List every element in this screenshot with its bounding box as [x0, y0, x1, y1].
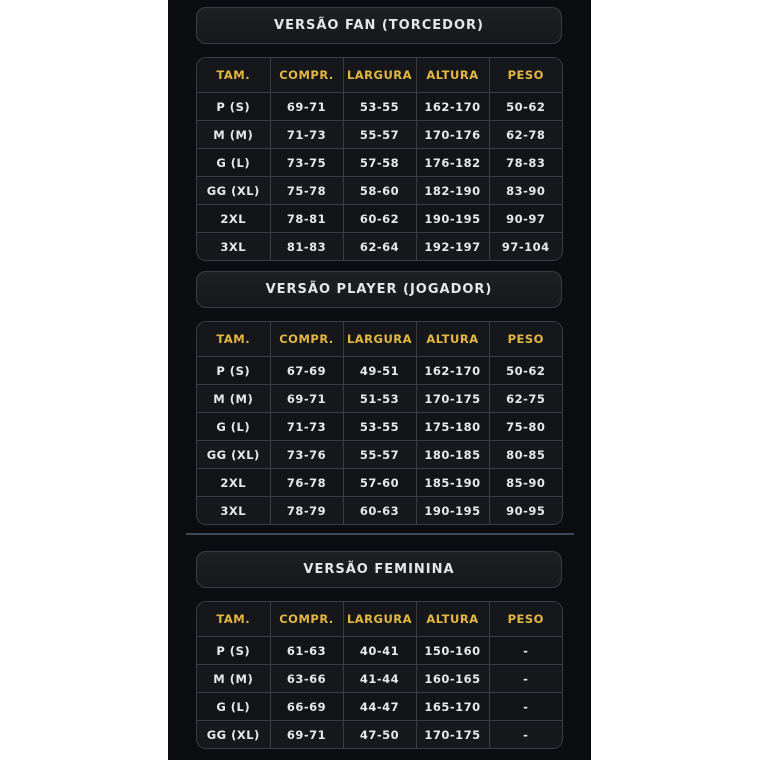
table-row — [197, 637, 562, 665]
col-header-length: COMPR. — [270, 58, 343, 93]
table-cell: GG (XL) — [197, 441, 270, 469]
section-title-label: VERSÃO PLAYER (JOGADOR) — [265, 282, 493, 297]
table-cell: 55-57 — [343, 441, 416, 469]
table-row — [197, 385, 562, 413]
table-cell: 83-90 — [489, 177, 562, 205]
table-cell: 192-197 — [416, 233, 489, 261]
table-cell: 81-83 — [270, 233, 343, 261]
table-cell: 90-95 — [489, 497, 562, 525]
table-cell: 71-73 — [270, 121, 343, 149]
table-cell: 69-71 — [270, 721, 343, 749]
table-row — [197, 233, 562, 261]
table-cell: 162-170 — [416, 93, 489, 121]
table-cell: 97-104 — [489, 233, 562, 261]
table-cell: M (M) — [197, 385, 270, 413]
table-row — [197, 121, 562, 149]
table-cell: 90-97 — [489, 205, 562, 233]
table-cell: 78-79 — [270, 497, 343, 525]
table-cell: 162-170 — [416, 357, 489, 385]
table-cell: 2XL — [197, 205, 270, 233]
section-title-label: VERSÃO FAN (TORCEDOR) — [274, 18, 484, 33]
col-header-width: LARGURA — [343, 58, 416, 93]
table-cell: P (S) — [197, 93, 270, 121]
table-row — [197, 721, 562, 749]
table-cell: 69-71 — [270, 385, 343, 413]
table-cell: 50-62 — [489, 93, 562, 121]
table-cell: - — [489, 665, 562, 693]
table-cell: 71-73 — [270, 413, 343, 441]
table-cell: 51-53 — [343, 385, 416, 413]
table-cell: 85-90 — [489, 469, 562, 497]
table-cell: 41-44 — [343, 665, 416, 693]
table-cell: 62-64 — [343, 233, 416, 261]
table-header-row — [197, 322, 562, 357]
table-cell: 165-170 — [416, 693, 489, 721]
table-cell: 170-175 — [416, 721, 489, 749]
col-header-weight: PESO — [489, 322, 562, 357]
table-cell: 190-195 — [416, 205, 489, 233]
table-cell: 150-160 — [416, 637, 489, 665]
table-cell: 73-76 — [270, 441, 343, 469]
table-cell: 50-62 — [489, 357, 562, 385]
table-cell: P (S) — [197, 637, 270, 665]
table-cell: - — [489, 637, 562, 665]
table-cell: 67-69 — [270, 357, 343, 385]
table-cell: GG (XL) — [197, 177, 270, 205]
table-cell: 49-51 — [343, 357, 416, 385]
col-header-height: ALTURA — [416, 602, 489, 637]
table-cell: 62-78 — [489, 121, 562, 149]
table-cell: 73-75 — [270, 149, 343, 177]
col-header-width: LARGURA — [343, 322, 416, 357]
table-cell: - — [489, 721, 562, 749]
table-cell: 44-47 — [343, 693, 416, 721]
table-cell: 182-190 — [416, 177, 489, 205]
table-cell: 66-69 — [270, 693, 343, 721]
col-header-weight: PESO — [489, 602, 562, 637]
table-row — [197, 469, 562, 497]
table-row — [197, 205, 562, 233]
table-header-row — [197, 58, 562, 93]
col-header-height: ALTURA — [416, 58, 489, 93]
size-table-player — [196, 321, 563, 525]
table-cell: - — [489, 693, 562, 721]
table-row — [197, 665, 562, 693]
size-table-feminina — [196, 601, 563, 749]
table-row — [197, 357, 562, 385]
table-cell: 2XL — [197, 469, 270, 497]
col-header-size: TAM. — [197, 322, 270, 357]
table-cell: 78-83 — [489, 149, 562, 177]
table-cell: 55-57 — [343, 121, 416, 149]
table-cell: 170-176 — [416, 121, 489, 149]
table-row — [197, 149, 562, 177]
table-cell: 47-50 — [343, 721, 416, 749]
col-header-width: LARGURA — [343, 602, 416, 637]
table-cell: 3XL — [197, 497, 270, 525]
col-header-size: TAM. — [197, 58, 270, 93]
col-header-weight: PESO — [489, 58, 562, 93]
table-cell: 75-78 — [270, 177, 343, 205]
table-cell: G (L) — [197, 413, 270, 441]
table-row — [197, 413, 562, 441]
table-cell: 185-190 — [416, 469, 489, 497]
table-cell: 60-62 — [343, 205, 416, 233]
table-cell: 58-60 — [343, 177, 416, 205]
table-cell: 63-66 — [270, 665, 343, 693]
table-cell: 175-180 — [416, 413, 489, 441]
table-cell: 160-165 — [416, 665, 489, 693]
table-cell: 80-85 — [489, 441, 562, 469]
table-cell: G (L) — [197, 149, 270, 177]
col-header-length: COMPR. — [270, 602, 343, 637]
table-cell: 176-182 — [416, 149, 489, 177]
table-cell: 170-175 — [416, 385, 489, 413]
section-title-player — [196, 271, 562, 308]
table-cell: 62-75 — [489, 385, 562, 413]
table-row — [197, 693, 562, 721]
section-divider — [186, 533, 574, 535]
table-cell: 190-195 — [416, 497, 489, 525]
col-header-height: ALTURA — [416, 322, 489, 357]
table-row — [197, 441, 562, 469]
table-cell: 61-63 — [270, 637, 343, 665]
table-cell: 75-80 — [489, 413, 562, 441]
section-title-feminina — [196, 551, 562, 588]
table-cell: 53-55 — [343, 93, 416, 121]
col-header-length: COMPR. — [270, 322, 343, 357]
table-cell: 76-78 — [270, 469, 343, 497]
section-title-fan — [196, 7, 562, 44]
table-row — [197, 177, 562, 205]
table-cell: P (S) — [197, 357, 270, 385]
table-cell: M (M) — [197, 121, 270, 149]
table-cell: GG (XL) — [197, 721, 270, 749]
table-header-row — [197, 602, 562, 637]
col-header-size: TAM. — [197, 602, 270, 637]
table-cell: 180-185 — [416, 441, 489, 469]
table-cell: 3XL — [197, 233, 270, 261]
table-cell: 57-60 — [343, 469, 416, 497]
table-cell: 60-63 — [343, 497, 416, 525]
section-title-label: VERSÃO FEMININA — [303, 562, 455, 577]
table-cell: 40-41 — [343, 637, 416, 665]
table-cell: 57-58 — [343, 149, 416, 177]
table-cell: 53-55 — [343, 413, 416, 441]
table-row — [197, 497, 562, 525]
table-cell: 78-81 — [270, 205, 343, 233]
table-cell: M (M) — [197, 665, 270, 693]
size-table-fan — [196, 57, 563, 261]
table-cell: G (L) — [197, 693, 270, 721]
table-cell: 69-71 — [270, 93, 343, 121]
table-row — [197, 93, 562, 121]
